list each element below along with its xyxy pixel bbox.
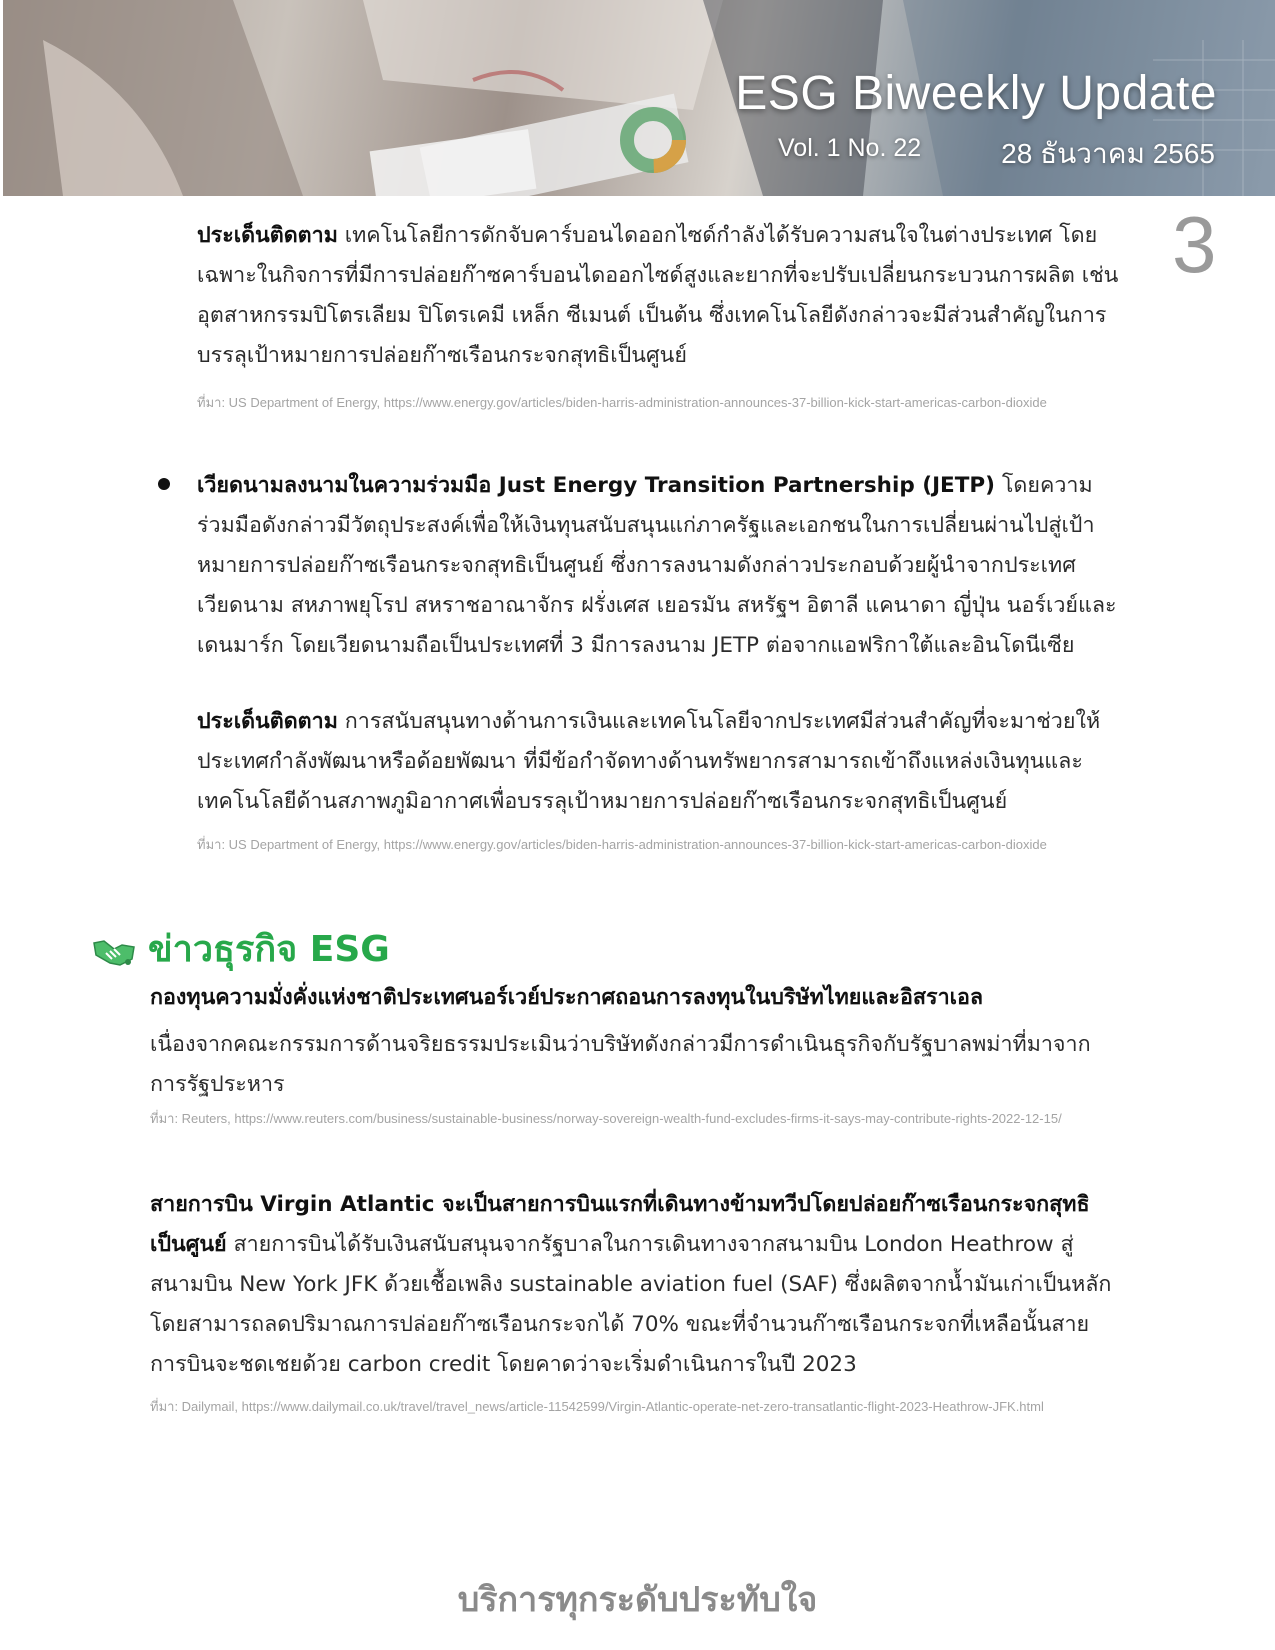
news-body: เนื่องจากคณะกรรมการด้านจริยธรรมประเมินว่าบริษัทดังกล่าวมีการดำเนินธุรกิจกับรัฐบาลพม่าที่มาจากการรัฐประหาร bbox=[150, 1032, 1091, 1097]
watch-label: ประเด็นติดตาม bbox=[197, 709, 338, 734]
source-citation: ที่มา: US Department of Energy, https://www.energy.gov/articles/biden-harris-administration-announces-37-billion-kick-start-americas-carbon-dioxide bbox=[197, 395, 1047, 410]
footer-slogan: บริการทุกระดับประทับใจ bbox=[457, 1580, 818, 1620]
section2-watch-paragraph bbox=[197, 702, 1122, 822]
watch-label: ประเด็นติดตาม bbox=[197, 223, 338, 248]
handshake-icon bbox=[92, 935, 136, 969]
page-number: 3 bbox=[1172, 200, 1217, 289]
source-citation: ที่มา: US Department of Energy, https://www.energy.gov/articles/biden-harris-administration-announces-37-billion-kick-start-americas-carbon-dioxide bbox=[197, 837, 1047, 852]
section-title: ข่าวธุรกิจ ESG bbox=[148, 929, 390, 970]
news-body: สายการบินได้รับเงินสนับสนุนจากรัฐบาลในการเดินทางจากสนามบิน London Heathrow สู่สนามบิน New York JFK ด้วยเชื้อเพลิง sustainable aviation fuel (SAF) ซึ่งผลิตจากน้ำมันเก่าเป็นหลัก โดยสามารถลดปริมาณการปล่อยก๊าซเรือนกระจกได้ 70% ขณะที่จำนวนก๊าซเรือนกระจกที่เหลือนั้นสายการบินจะชดเชยด้วย carbon credit โดยคาดว่าจะเริ่มดำเนินการในปี 2023 bbox=[150, 1232, 1112, 1377]
source-citation: ที่มา: Dailymail, https://www.dailymail.co.uk/travel/travel_news/article-11542599/Virgin-Atlantic-operate-net-zero-transatlantic-flight-2023-Heathrow-JFK.html bbox=[150, 1399, 1044, 1414]
header-banner bbox=[3, 0, 1275, 196]
source-citation: ที่มา: Reuters, https://www.reuters.com/business/sustainable-business/norway-sovereign-wealth-fund-excludes-firms-it-says-may-contribute-rights-2022-12-15/ bbox=[150, 1111, 1062, 1126]
news-headline: เวียดนามลงนามในความร่วมมือ Just Energy Transition Partnership (JETP) bbox=[197, 473, 995, 498]
newsletter-title: ESG Biweekly Update bbox=[735, 67, 1217, 120]
watch-text: เทคโนโลยีการดักจับคาร์บอนไดออกไซด์กำลังได้รับความสนใจในต่างประเทศ โดยเฉพาะในกิจการที่มีการปล่อยก๊าซคาร์บอนไดออกไซด์สูงและยากที่จะปรับเปลี่ยนกระบวนการผลิต เช่น อุตสาหกรรมปิโตรเลียม ปิโตรเคมี เหล็ก ซีเมนต์ เป็นต้น ซึ่งเทคโนโลยีดังกล่าวจะมีส่วนสำคัญในการบรรลุเป้าหมายการปล่อยก๊าซเรือนกระจกสุทธิเป็นศูนย์ bbox=[197, 223, 1119, 368]
issue-date: 28 ธันวาคม 2565 bbox=[1001, 138, 1215, 169]
news-paragraph bbox=[150, 1185, 1125, 1385]
section2-paragraph bbox=[197, 466, 1122, 666]
section1-watch-paragraph bbox=[197, 216, 1122, 376]
news-headline: กองทุนความมั่งคั่งแห่งชาติประเทศนอร์เวย์ประกาศถอนการลงทุนในบริษัทไทยและอิสราเอล bbox=[150, 985, 984, 1010]
news-body: โดยความร่วมมือดังกล่าวมีวัตถุประสงค์เพื่อให้เงินทุนสนับสนุนแก่ภาครัฐและเอกชนในการเปลี่ยนผ่านไปสู่เป้าหมายการปล่อยก๊าซเรือนกระจกสุทธิเป็นศูนย์ ซึ่งการลงนามดังกล่าวประกอบด้วยผู้นำจากประเทศเวียดนาม สหภาพยุโรป สหราชอาณาจักร ฝรั่งเศส เยอรมัน สหรัฐฯ อิตาลี แคนาดา ญี่ปุ่น นอร์เวย์และเดนมาร์ก โดยเวียดนามถือเป็นประเทศที่ 3 มีการลงนาม JETP ต่อจากแอฟริกาใต้และอินโดนีเซีย bbox=[197, 473, 1117, 658]
bullet-point bbox=[158, 478, 170, 490]
news-headline: สายการบิน Virgin Atlantic จะเป็นสายการบินแรกที่เดินทางข้ามทวีปโดยปล่อยก๊าซเรือนกระจกสุทธิเป็นศูนย์ bbox=[150, 1192, 1090, 1257]
volume-number: Vol. 1 No. 22 bbox=[778, 134, 922, 162]
watch-text: การสนับสนุนทางด้านการเงินและเทคโนโลยีจากประเทศมีส่วนสำคัญที่จะมาช่วยให้ประเทศกำลังพัฒนาหรือด้อยพัฒนา ที่มีข้อกำจัดทางด้านทรัพยากรสามารถเข้าถึงแหล่งเงินทุนและเทคโนโลยีด้านสภาพภูมิอากาศเพื่อบรรลุเป้าหมายการปล่อยก๊าซเรือนกระจกสุทธิเป็นศูนย์ bbox=[197, 709, 1101, 814]
